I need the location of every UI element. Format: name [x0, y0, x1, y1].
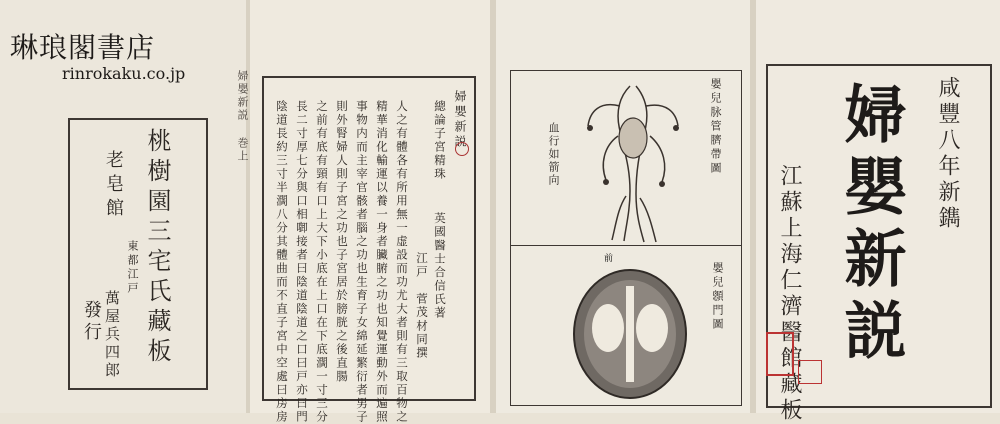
edition-date: 咸豐八年新鐫	[935, 76, 960, 232]
red-seal-mark	[455, 142, 469, 156]
shop-logo-text: 琳琅閣書店	[10, 31, 156, 64]
body-column: 則外腎婦人則子宮之功也子宮居於膀胱之後直腸	[335, 100, 349, 384]
editor-line: 江戸 菅茂材同撰	[415, 252, 429, 360]
colophon-publisher-line: 桃樹園三宅氏藏板	[143, 128, 171, 368]
body-column: 長二寸厚七分與口相啣接者曰陰道陰道之口曰戸亦曰門	[295, 100, 309, 424]
body-column: 人之有體各有所用無一虚設而功尤大者則有三取百物之	[395, 100, 409, 424]
skull-fontanelle-illustration	[570, 266, 690, 402]
red-seal-stamp	[766, 332, 794, 376]
colophon-house-name: 老皂館	[103, 150, 124, 222]
skull-front-label: 前	[604, 254, 614, 264]
body-column: 事物内而主宰官骸者腦之功也生育子女綿延繁衍者男子	[355, 100, 369, 424]
vascular-illustration	[560, 76, 700, 244]
publisher-line: 江蘇上海仁濟醫館藏板	[777, 164, 802, 424]
page-title: 婦嬰新説	[453, 90, 467, 150]
shop-url: rinrokaku.co.jp	[62, 64, 186, 83]
body-column: 陰道長約三寸半濶八分其體曲而不直子宮中空處曰房房	[275, 100, 289, 424]
umbilical-diagram-caption: 嬰兒脉管臍帶圖	[709, 78, 722, 176]
book-title: 婦嬰新説	[834, 82, 907, 370]
fontanelle-diagram-caption: 嬰兒顖門圖	[711, 262, 724, 332]
body-column: 精華消化輸運以養一身者臟腑之功也知覺運動外而遍照	[375, 100, 389, 424]
diagram-divider	[510, 245, 742, 246]
colophon-city: 東都江戸	[126, 240, 139, 296]
colophon-issued: 發行	[81, 300, 102, 344]
blood-flow-caption: 血行如箭向	[547, 122, 560, 187]
body-column: 之前有底有頸有口上大下小底在上口在下底濶一寸三分	[315, 100, 329, 424]
margin-header: 婦嬰新説 巻上	[236, 70, 249, 163]
red-seal-square	[798, 360, 822, 384]
section-title: 總論子宮精珠	[433, 100, 447, 181]
author-line: 英國醫士合信氏著	[433, 212, 447, 320]
colophon-seller: 萬屋兵四郎	[103, 290, 121, 380]
